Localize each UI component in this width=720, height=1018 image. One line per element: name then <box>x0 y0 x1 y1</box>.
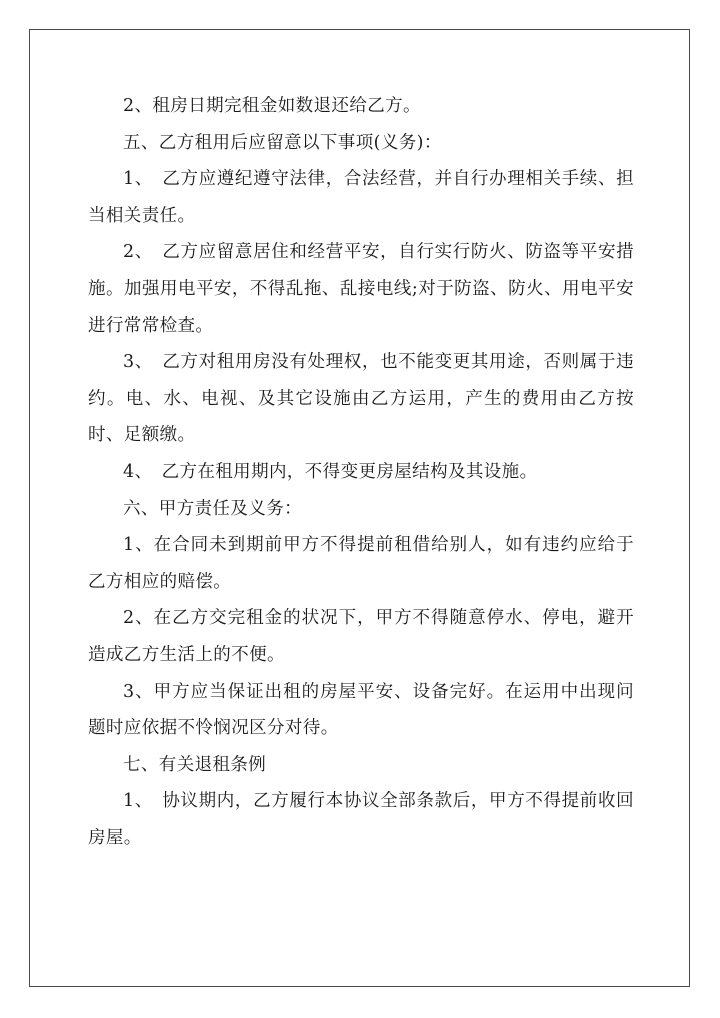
paragraph-termination-1: 1、 协议期内，乙方履行本协议全部条款后，甲方不得提前收回房屋。 <box>88 791 634 848</box>
section-heading-tenant-obligations: 五、乙方租用后应留意以下事项(义务)： <box>123 132 442 153</box>
document-body <box>88 88 634 856</box>
paragraph-tenant-obligation-1: 1、 乙方应遵纪遵守法律，合法经营，并自行办理相关手续、担当相关责任。 <box>88 169 634 226</box>
paragraph-tenant-obligation-3: 3、 乙方对租用房没有处理权，也不能变更其用途，否则属于违约。电、水、电视、及其它设施由乙方运用，产生的费用由乙方按时、足额缴。 <box>88 352 634 446</box>
section-heading-termination: 七、有关退租条例 <box>123 754 267 775</box>
paragraph-landlord-duty-3: 3、甲方应当保证出租的房屋平安、设备完好。在运用中出现问题时应依据不怜悯况区分对待。 <box>88 681 634 739</box>
paragraph-tenant-obligation-2: 2、 乙方应留意居住和经营平安，自行实行防火、防盗等平安措施。加强用电平安，不得乱拖、乱接电线;对于防盗、防火、用电平安进行常常检查。 <box>88 242 634 336</box>
paragraph-tenant-obligation-4: 4、 乙方在租用期内，不得变更房屋结构及其设施。 <box>123 461 538 482</box>
paragraph-refund-deposit: 2、租房日期完租金如数退还给乙方。 <box>123 96 421 116</box>
paragraph-landlord-duty-2: 2、在乙方交完租金的状况下，甲方不得随意停水、停电，避开造成乙方生活上的不便。 <box>88 608 634 665</box>
section-heading-landlord-duties: 六、甲方责任及义务： <box>123 498 302 519</box>
paragraph-landlord-duty-1: 1、在合同未到期前甲方不得提前租借给别人，如有违约应给于乙方相应的赔偿。 <box>88 535 634 592</box>
